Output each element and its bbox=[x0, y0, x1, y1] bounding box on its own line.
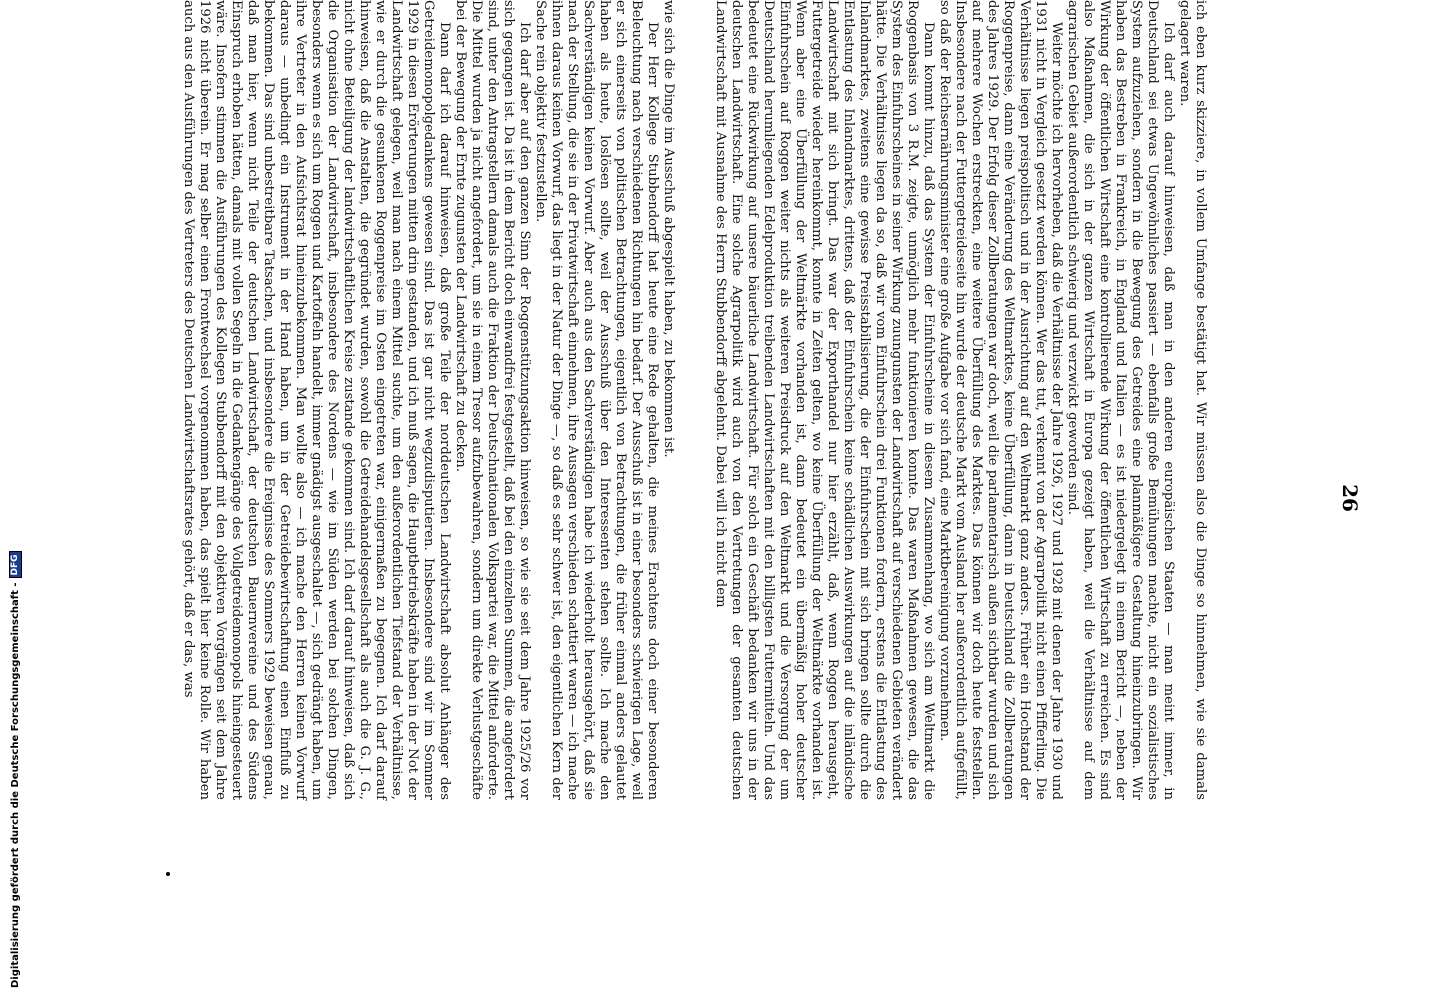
paragraph: ich eben kurz skizziere, in vollem Umfange bestätigt hat. Wir müssen also die Dinge so hinnehmen, wie sie damals gelagert waren. bbox=[1177, 0, 1208, 800]
digitization-notice bbox=[9, 551, 22, 988]
text-column-left bbox=[136, 0, 676, 800]
ink-dot bbox=[166, 872, 170, 876]
side-margin bbox=[0, 0, 21, 1000]
paragraph: Weiter möchte ich hervorheben, daß die Verhältnisse der Jahre 1926, 1927 und 1928 mit denen der Jahre 1930 und 1931 nicht in Vergleich gesetzt werden können. Wer das tut, verkennt von der Agrarpolitik nicht einen Pfifferling. Die Verhältnisse liegen preispolitisch und in der Ausrichtung auf den Weltmarkt ganz anders. Früher ein Hochstand der Roggenpreise, dann eine Veränderung des Weltmarktes, keine Überfüllung, dann in Deutschland die Zollberatungen des Jahres 1929. Der Erfolg dieser Zollberatungen war doch, weil die parlamentarisch außen sichtbar wurden und sich auf mehrere Wochen erstreckten, eine weitere Überfüllung des Marktes. Das können wir doch heute feststellen. Insbesondere nach der Futtergetreideseite hin wurde der deutsche Markt vom Ausland her außerordentlich aufgefüllt, so daß der Reichsernährungsminister eine große Aufgabe vor sich fand, eine Marktbereinigung vorzunehmen. bbox=[937, 0, 1064, 800]
text-column-right bbox=[668, 0, 1208, 800]
digitization-notice-text: Digitalisierung gefördert durch die Deutsche Forschungsgemeinschaft - bbox=[10, 582, 21, 988]
dfg-logo-icon: DFG bbox=[9, 551, 22, 578]
paragraph: Dann darf ich darauf hinweisen, daß große Teile der norddeutschen Landwirtschaft absolut Anhänger des Getreidemonopolgedankens gewesen sind. Das ist gar nicht wegzudisputieren. Insbesondere sind wir im Sommer 1929 in diesen Erörterungen mitten drin gestanden, und ich muß sagen, die Hauptbetriebskräfte haben in der Not der Landwirtschaft gelegen, weil man nach einem Mittel suchte, um den außerordentlichen Tiefstand der Verhältnisse, wie er durch die gesunkenen Roggenpreise im Osten eingetreten war, einigermaßen zu begegnen. Ich darf darauf hinweisen, daß die Anstalten, die gegründet wurden, sowohl die Getreidehandelsgesellschaft als auch die G. J. G., nicht ohne Beteiligung der landwirtschaftlichen Kreise zustande gekommen sind. Ich darf darauf hinweisen, daß sich die Organisation der Landwirtschaft, insbesondere des Nordens — wie im Süden werden bei solchen Dingen, besonders wenn es sich um Roggen und Kartoffeln handelt, immer gnädigst ausgeschaltet —, sich gedrängt haben, um ihre Vertreter in den Aufsichtsrat hineinzubekommen. Man wollte also — ich mache den Herren keinen Vorwurf daraus — unbedingt ein Instrument in der Hand haben, um in der Getreidebewirtschaftung einen Einfluß zu bekommen. Das sind unbestreitbare Tatsachen, und insbesondere die Ereignisse des Sommers 1929 beweisen genau, daß man hier, wenn nicht Teile der deutschen Landwirtschaft, der deutschen Bauernvereine und des Südens Einspruch erhoben hätten, damals mit vollen Segeln in die Gedankengänge des Vollgetreidemonopols hineingesteuert wäre. Insofern stimmen die Ausführungen des Kollegen Stubbendorff mit den objektiven Vorgängen seit dem Jahre 1926 nicht überein. Er mag selber einen Frontwechsel vorgenommen haben, das spielt hier keine Rolle. Wir haben auch aus den Ausführungen des Vertreters des Deutschen Landwirtschaftsrates gehört, daß er das, was bbox=[181, 0, 452, 800]
paragraph: Ich darf auch darauf hinweisen, daß man in den anderen europäischen Staaten — man meint immer, in Deutschland sei etwas Ungewöhnliches passiert — ebenfalls große Bemühungen machte, nicht ein sozialistisches System aufzuziehen, sondern in die Bewegung des Getreides eine planmäßigere Gestaltung hineinzubringen. Wir haben das Bestreben in Frankreich, in England und Italien — es ist niedergelegt in einem Bericht —, neben der Wirkung der öffentlichen Wirtschaft eine kontrollierende Wirkung der öffentlichen Wirtschaft zu erreichen. Es sind also Maßnahmen, die sich in der ganzen Wirtschaft in Europa gezeigt haben, weil die Verhältnisse auf dem agrarischen Gebiet außerordentlich schwierig und verzwickt geworden sind. bbox=[1065, 0, 1176, 800]
page-number: 26 bbox=[1338, 484, 1362, 512]
paragraph: Dann kommt hinzu, daß das System der Einfuhrscheine in diesem Zusammenhang, wo sich am Weltmarkt die Roggenbasis von 3 R.M. zeigte, unmöglich mehr funktionieren konnte. Das waren Maßnahmen gewesen, die das System des Einfuhrscheines in seiner Wirkung zuungunsten der Landwirtschaft auf verschiedenen Gebieten verändert hätte. Die Verhältnisse liegen da so, daß wir vom Einfuhrschein drei Funktionen fordern, erstens die Entlastung des Inlandmarktes, zweitens eine gewisse Preisstabilisierung, die der Einfuhrschein mit sich bringen sollte durch die Entlastung des Inlandmarktes, drittens, daß der Einfuhrschein keine schädlichen Auswirkungen auf die inländische Landwirtschaft mit sich bringt. Das war der Exporthandel nur hier erzählt, daß, wenn Roggen herausgeht, Futtergetreide wieder hereinkommt, konnte in Zeiten gelten, wo keine Überfüllung der Weltmärkte vorhanden ist. Wenn aber eine Überfüllung der Weltmärkte vorhanden ist, dann bedeutet ein übermäßig hoher deutscher Einfuhrschein auf Roggen weiter nichts als weiteren Preisdruck auf den Weltmarkt und die Versorgung der um Deutschland herumliegenden Edelproduktion treibenden Landwirtschaften mit den billigsten Futtermitteln. Und das bedeutet eine Rückwirkung auf unsere bäuerliche Landwirtschaft. Für solch ein Geschäft bedanken wir uns in der deutschen Landwirtschaft. Eine solche Agrarpolitik wird auch von den Vertretungen der gesamten deutschen Landwirtschaft mit Ausnahme des Herrn Stubbendorff abgelehnt. Dabei will ich nicht dem bbox=[713, 0, 936, 800]
paragraph: Ich darf aber auf den ganzen Sinn der Roggenstützungsaktion hinweisen, so wie sie seit dem Jahre 1925/26 vor sich gegangen ist. Da ist in dem Bericht doch einwandfrei festgestellt, daß bei den einzelnen Summen, die angefordert sind, unter den Antragstellern damals auch die Fraktion der Deutschnationalen Volkspartei war, die Mittel anforderte. Die Mittel wurden ja nicht angefordert, um sie in einem Tresor aufzubewahren, sondern um direkte Verlustgeschäfte bei der Bewegung der Ernte zugunsten der Landwirtschaft zu decken. bbox=[453, 0, 532, 800]
paragraph: wie sich die Dinge im Ausschuß abgespielt haben, zu bekommen ist. bbox=[661, 0, 676, 458]
paragraph: Der Herr Kollege Stubbendorff hat heute eine Rede gehalten, die meines Erachtens doch einer besonderen Beleuchtung nach verschiedenen Richtungen hin bedarf. Der Ausschuß ist in einer besonders schwierigen Lage, weil er sich einerseits von politischen Betrachtungen, eigentlich von Betrachtungen, die früher einmal anders gelautet haben als heute, loslösen sollte, weil der Ausschuß über den Interessenten stehen sollte. Ich mache den Sachverständigen keinen Vorwurf. Aber auch aus den Sachverständigen habe ich wiederholt herausgehört, daß sie nach der Stellung, die sie in der Privatwirtschaft einnehmen, ihre Aussagen verschieden schattiert waren — ich mache ihnen daraus keinen Vorwurf, das liegt in der Natur der Dinge —, so daß es sehr schwer ist, den eigentlichen Kern der Sache rein objektiv festzustellen. bbox=[533, 0, 660, 800]
